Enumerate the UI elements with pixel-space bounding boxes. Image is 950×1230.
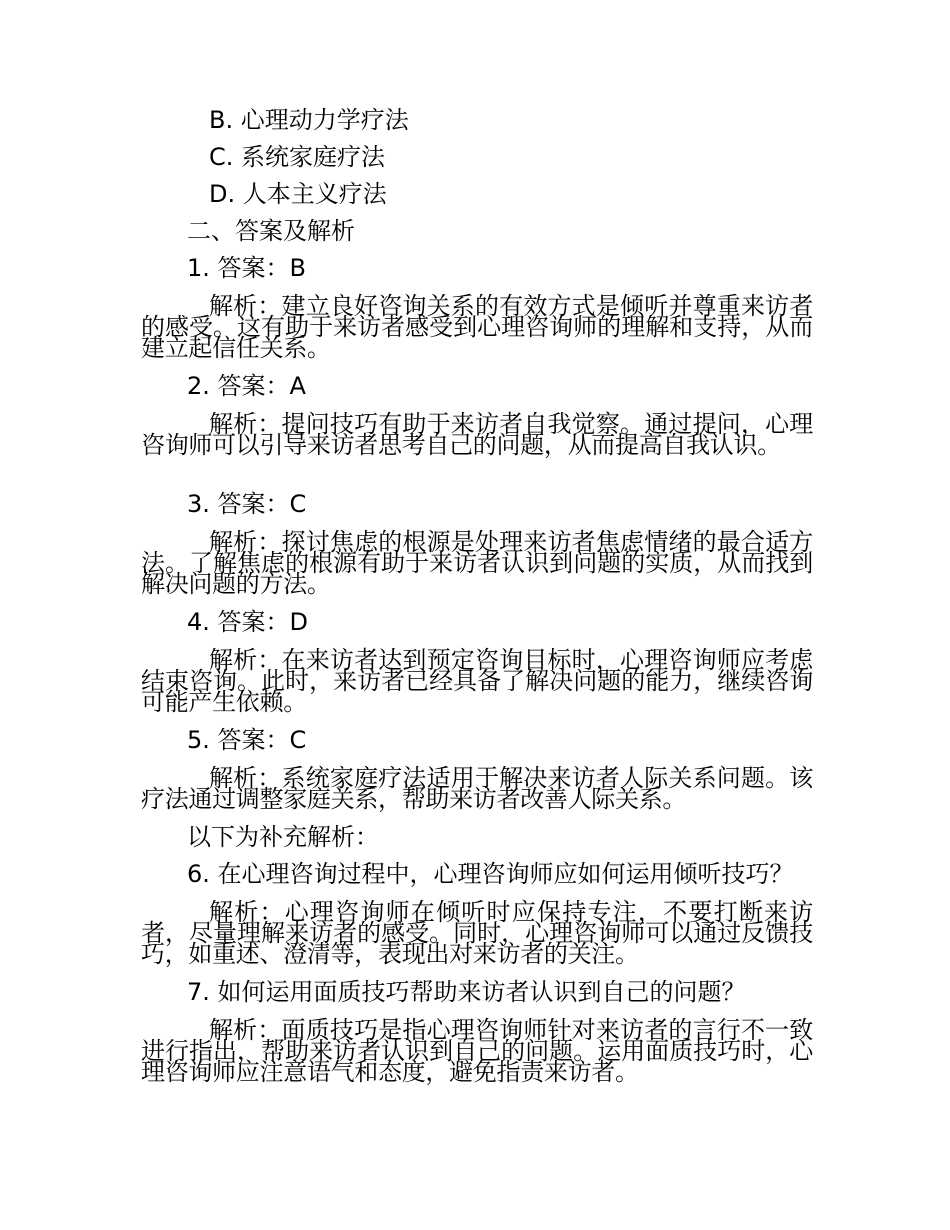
analysis-7: 解析：面质技巧是指心理咨询师针对来访者的言行不一致进行指出，帮助来访者认识到自己的问题。运用面质技巧时，心理咨询师应注意语气和态度，避免指责来访者。 (141, 1016, 813, 1086)
supplement-title: 以下为补充解析： (187, 823, 379, 851)
option-b: B. 心理动力学疗法 (209, 106, 409, 134)
answer-2: 2. 答案：A (187, 372, 306, 400)
analysis-2: 解析：提问技巧有助于来访者自我觉察。通过提问，心理咨询师可以引导来访者思考自己的问题，从而提高自我认识。 (141, 410, 813, 459)
analysis-4: 解析：在来访者达到预定咨询目标时，心理咨询师应考虑结束咨询。此时，来访者已经具备了解决问题的能力，继续咨询可能产生依赖。 (141, 646, 813, 716)
answer-4: 4. 答案：D (187, 608, 309, 636)
question-6: 6. 在心理咨询过程中，心理咨询师应如何运用倾听技巧？ (187, 860, 794, 888)
question-7: 7. 如何运用面质技巧帮助来访者认识到自己的问题？ (187, 978, 746, 1006)
answer-3: 3. 答案：C (187, 490, 307, 518)
option-d: D. 人本主义疗法 (209, 180, 387, 208)
analysis-1: 解析：建立良好咨询关系的有效方式是倾听并尊重来访者的感受。这有助于来访者感受到心理咨询师的理解和支持，从而建立起信任关系。 (141, 292, 813, 362)
analysis-5: 解析：系统家庭疗法适用于解决来访者人际关系问题。该疗法通过调整家庭关系，帮助来访者改善人际关系。 (141, 764, 813, 813)
answer-1: 1. 答案：B (187, 254, 306, 282)
answer-5: 5. 答案：C (187, 726, 307, 754)
analysis-6: 解析：心理咨询师在倾听时应保持专注，不要打断来访者，尽量理解来访者的感受。同时，心理咨询师可以通过反馈技巧，如重述、澄清等，表现出对来访者的关注。 (141, 898, 813, 968)
option-c: C. 系统家庭疗法 (209, 143, 386, 171)
section-title: 二、答案及解析 (187, 217, 355, 245)
analysis-3: 解析：探讨焦虑的根源是处理来访者焦虑情绪的最合适方法。了解焦虑的根源有助于来访者认识到问题的实质，从而找到解决问题的方法。 (141, 528, 813, 598)
